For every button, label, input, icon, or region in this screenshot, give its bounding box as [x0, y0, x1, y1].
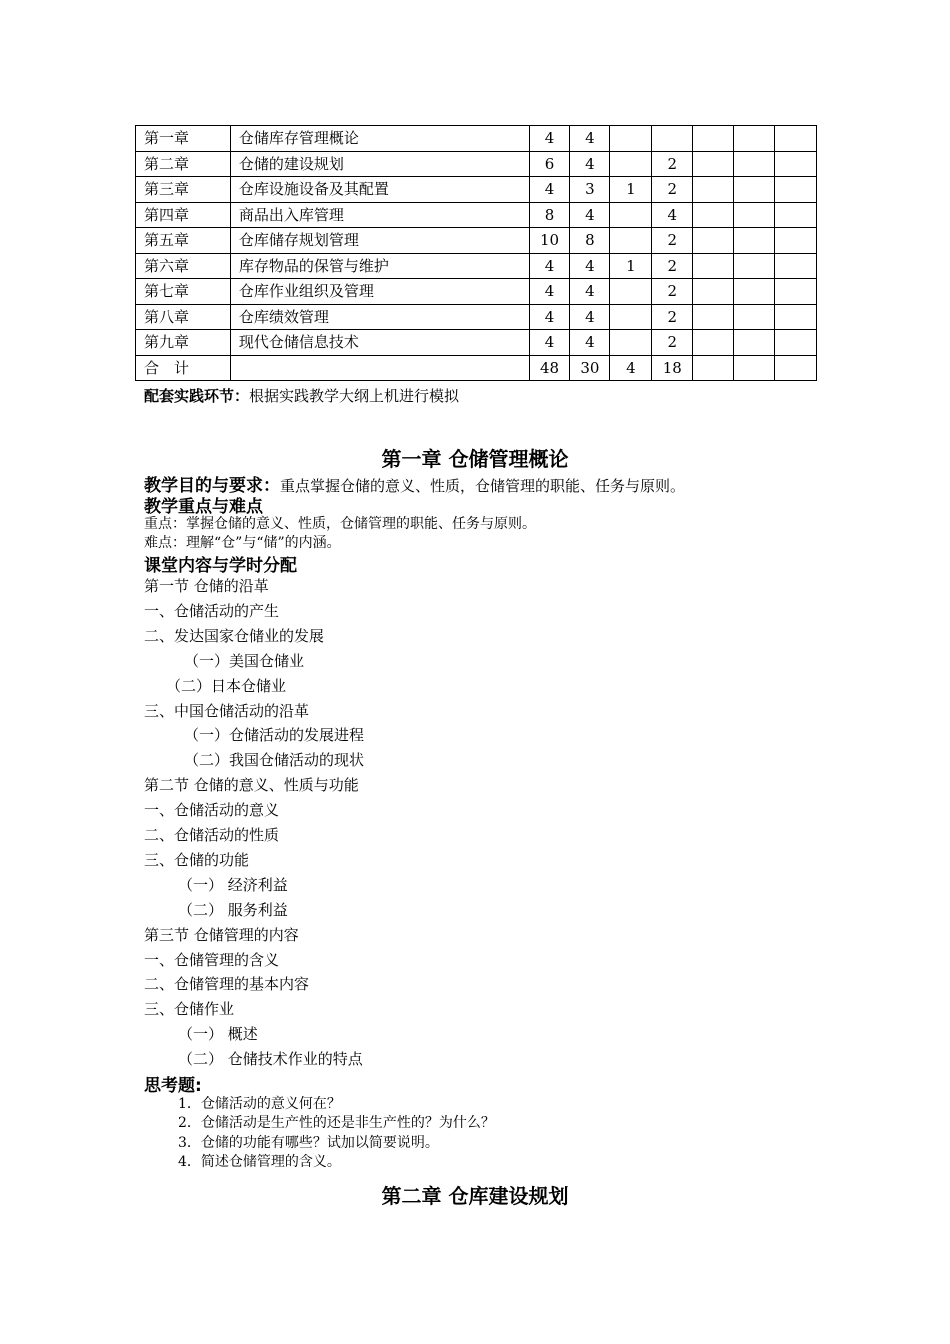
outline-item: （二） 仓储技术作业的特点 [178, 1050, 363, 1069]
hours-cell [734, 304, 775, 330]
chapter-cell: 第四章 [136, 202, 231, 228]
hours-cell [610, 228, 652, 254]
title-cell: 现代仓储信息技术 [230, 330, 529, 356]
hours-cell [610, 304, 652, 330]
hours-cell [734, 151, 775, 177]
hours-cell [734, 126, 775, 152]
hours-cell [734, 202, 775, 228]
hours-cell [610, 126, 652, 152]
title-cell: 仓储库存管理概论 [230, 126, 529, 152]
goal-label: 教学目的与要求： [144, 476, 280, 496]
hours-cell: 2 [652, 151, 693, 177]
hours-cell [693, 355, 734, 381]
table-row [136, 253, 817, 279]
table-row [136, 126, 817, 152]
outline-item: （二）日本仓储业 [166, 676, 287, 695]
outline-item: 三、仓储作业 [144, 1000, 235, 1019]
title-cell: 仓库绩效管理 [230, 304, 529, 330]
hours-cell [775, 151, 817, 177]
hours-cell [734, 279, 775, 305]
hours-cell: 6 [529, 151, 570, 177]
hours-cell [775, 355, 817, 381]
hours-cell: 10 [529, 228, 570, 254]
hours-cell [775, 228, 817, 254]
table-row [136, 202, 817, 228]
hours-cell [775, 126, 817, 152]
title-cell: 商品出入库管理 [230, 202, 529, 228]
hours-cell [693, 202, 734, 228]
hours-cell: 4 [529, 330, 570, 356]
table-row [136, 228, 817, 254]
outline-item: 一、仓储活动的产生 [144, 601, 280, 620]
practice-text: 根据实践教学大纲上机进行模拟 [249, 387, 460, 405]
hours-cell [693, 126, 734, 152]
hours-cell: 2 [652, 330, 693, 356]
hours-cell: 4 [529, 304, 570, 330]
hours-cell: 4 [570, 126, 610, 152]
chapter-cell: 第七章 [136, 279, 231, 305]
difficulty: 难点：理解“仓”与“储”的内涵。 [144, 535, 341, 551]
table-row [136, 304, 817, 330]
hours-cell: 8 [570, 228, 610, 254]
hours-cell: 4 [610, 355, 652, 381]
title-cell: 库存物品的保管与维护 [230, 253, 529, 279]
practice-label: 配套实践环节： [144, 387, 250, 405]
chapter1-heading: 第一章 仓储管理概论 [381, 447, 569, 471]
hours-cell [693, 253, 734, 279]
outline-item: （一） 概述 [178, 1025, 258, 1044]
outline-item: 第三节 仓储管理的内容 [144, 925, 299, 944]
outline-item: 第一节 仓储的沿革 [144, 577, 269, 595]
key-point: 重点：掌握仓储的意义、性质，仓储管理的职能、任务与原则。 [144, 516, 536, 532]
outline-item: （一）仓储活动的发展进程 [184, 726, 365, 745]
hours-cell: 4 [570, 151, 610, 177]
outline-item: 一、仓储活动的意义 [144, 801, 280, 820]
table-row [136, 177, 817, 203]
title-cell: 仓库储存规划管理 [230, 228, 529, 254]
goal-text: 重点掌握仓储的意义、性质，仓储管理的职能、任务与原则。 [280, 477, 686, 495]
hours-cell [693, 330, 734, 356]
hours-cell: 2 [652, 253, 693, 279]
hours-cell: 2 [652, 228, 693, 254]
hours-cell [693, 304, 734, 330]
outline-item: 三、仓储的功能 [144, 850, 250, 869]
question-item: 2．仓储活动是生产性的还是非生产性的？为什么？ [178, 1115, 495, 1132]
hours-cell [734, 355, 775, 381]
hours-cell [775, 202, 817, 228]
outline-item: （二） 服务利益 [178, 900, 288, 919]
table-row [136, 151, 817, 177]
title-cell [230, 355, 529, 381]
hours-cell: 18 [652, 355, 693, 381]
hours-table [135, 125, 817, 381]
hours-cell: 4 [529, 126, 570, 152]
hours-cell [693, 177, 734, 203]
content-heading: 课堂内容与学时分配 [144, 556, 297, 576]
hours-cell: 4 [570, 330, 610, 356]
hours-cell: 4 [529, 279, 570, 305]
chapter-cell: 第九章 [136, 330, 231, 356]
hours-cell [652, 126, 693, 152]
hours-cell [693, 228, 734, 254]
table-row [136, 355, 817, 381]
question-item: 3．仓储的功能有哪些？试加以简要说明。 [178, 1134, 439, 1151]
outline-item: （二）我国仓储活动的现状 [184, 751, 365, 770]
title-cell: 仓储的建设规划 [230, 151, 529, 177]
table-row [136, 279, 817, 305]
hours-cell [775, 177, 817, 203]
hours-cell: 4 [570, 304, 610, 330]
chapter2-heading: 第二章 仓库建设规划 [381, 1184, 569, 1208]
key-heading: 教学重点与难点 [144, 497, 263, 517]
title-cell: 仓库作业组织及管理 [230, 279, 529, 305]
hours-cell [610, 279, 652, 305]
outline-item: 三、中国仓储活动的沿革 [144, 701, 310, 720]
chapter-cell: 合 计 [136, 355, 231, 381]
hours-cell [734, 253, 775, 279]
hours-cell [693, 279, 734, 305]
hours-cell: 1 [610, 177, 652, 203]
outline-item: 二、仓储活动的性质 [144, 826, 280, 844]
table-row [136, 330, 817, 356]
hours-cell: 2 [652, 177, 693, 203]
hours-cell: 2 [652, 304, 693, 330]
hours-cell [734, 228, 775, 254]
outline-item: （一）美国仓储业 [184, 651, 305, 670]
hours-cell [775, 330, 817, 356]
hours-cell [734, 177, 775, 203]
hours-cell: 8 [529, 202, 570, 228]
hours-cell: 4 [529, 177, 570, 203]
hours-cell [775, 279, 817, 305]
hours-cell: 48 [529, 355, 570, 381]
hours-cell: 4 [652, 202, 693, 228]
chapter-cell: 第二章 [136, 151, 231, 177]
hours-cell [610, 151, 652, 177]
outline-item: 二、发达国家仓储业的发展 [144, 626, 325, 645]
hours-cell: 4 [570, 279, 610, 305]
hours-cell: 4 [570, 253, 610, 279]
practice-line [144, 385, 459, 406]
hours-cell [693, 151, 734, 177]
hours-cell [775, 304, 817, 330]
chapter-cell: 第六章 [136, 253, 231, 279]
outline-item: 二、仓储管理的基本内容 [144, 975, 310, 994]
question-item: 4．简述仓储管理的含义。 [178, 1153, 341, 1170]
hours-cell [610, 202, 652, 228]
title-cell: 仓库设施设备及其配置 [230, 177, 529, 203]
hours-cell [775, 253, 817, 279]
hours-cell: 4 [570, 202, 610, 228]
outline-item: 第二节 仓储的意义、性质与功能 [144, 776, 359, 795]
hours-cell [734, 330, 775, 356]
chapter-cell: 第一章 [136, 126, 231, 152]
hours-cell: 3 [570, 177, 610, 203]
hours-cell: 1 [610, 253, 652, 279]
hours-cell: 30 [570, 355, 610, 381]
hours-cell: 2 [652, 279, 693, 305]
chapter-cell: 第八章 [136, 304, 231, 330]
hours-cell [610, 330, 652, 356]
question-item: 1．仓储活动的意义何在？ [178, 1096, 341, 1112]
outline-item: （一） 经济利益 [178, 875, 288, 894]
chapter-cell: 第三章 [136, 177, 231, 203]
questions-heading: 思考题: [144, 1076, 202, 1096]
hours-cell: 4 [529, 253, 570, 279]
outline-item: 一、仓储管理的含义 [144, 950, 280, 969]
chapter-cell: 第五章 [136, 228, 231, 254]
